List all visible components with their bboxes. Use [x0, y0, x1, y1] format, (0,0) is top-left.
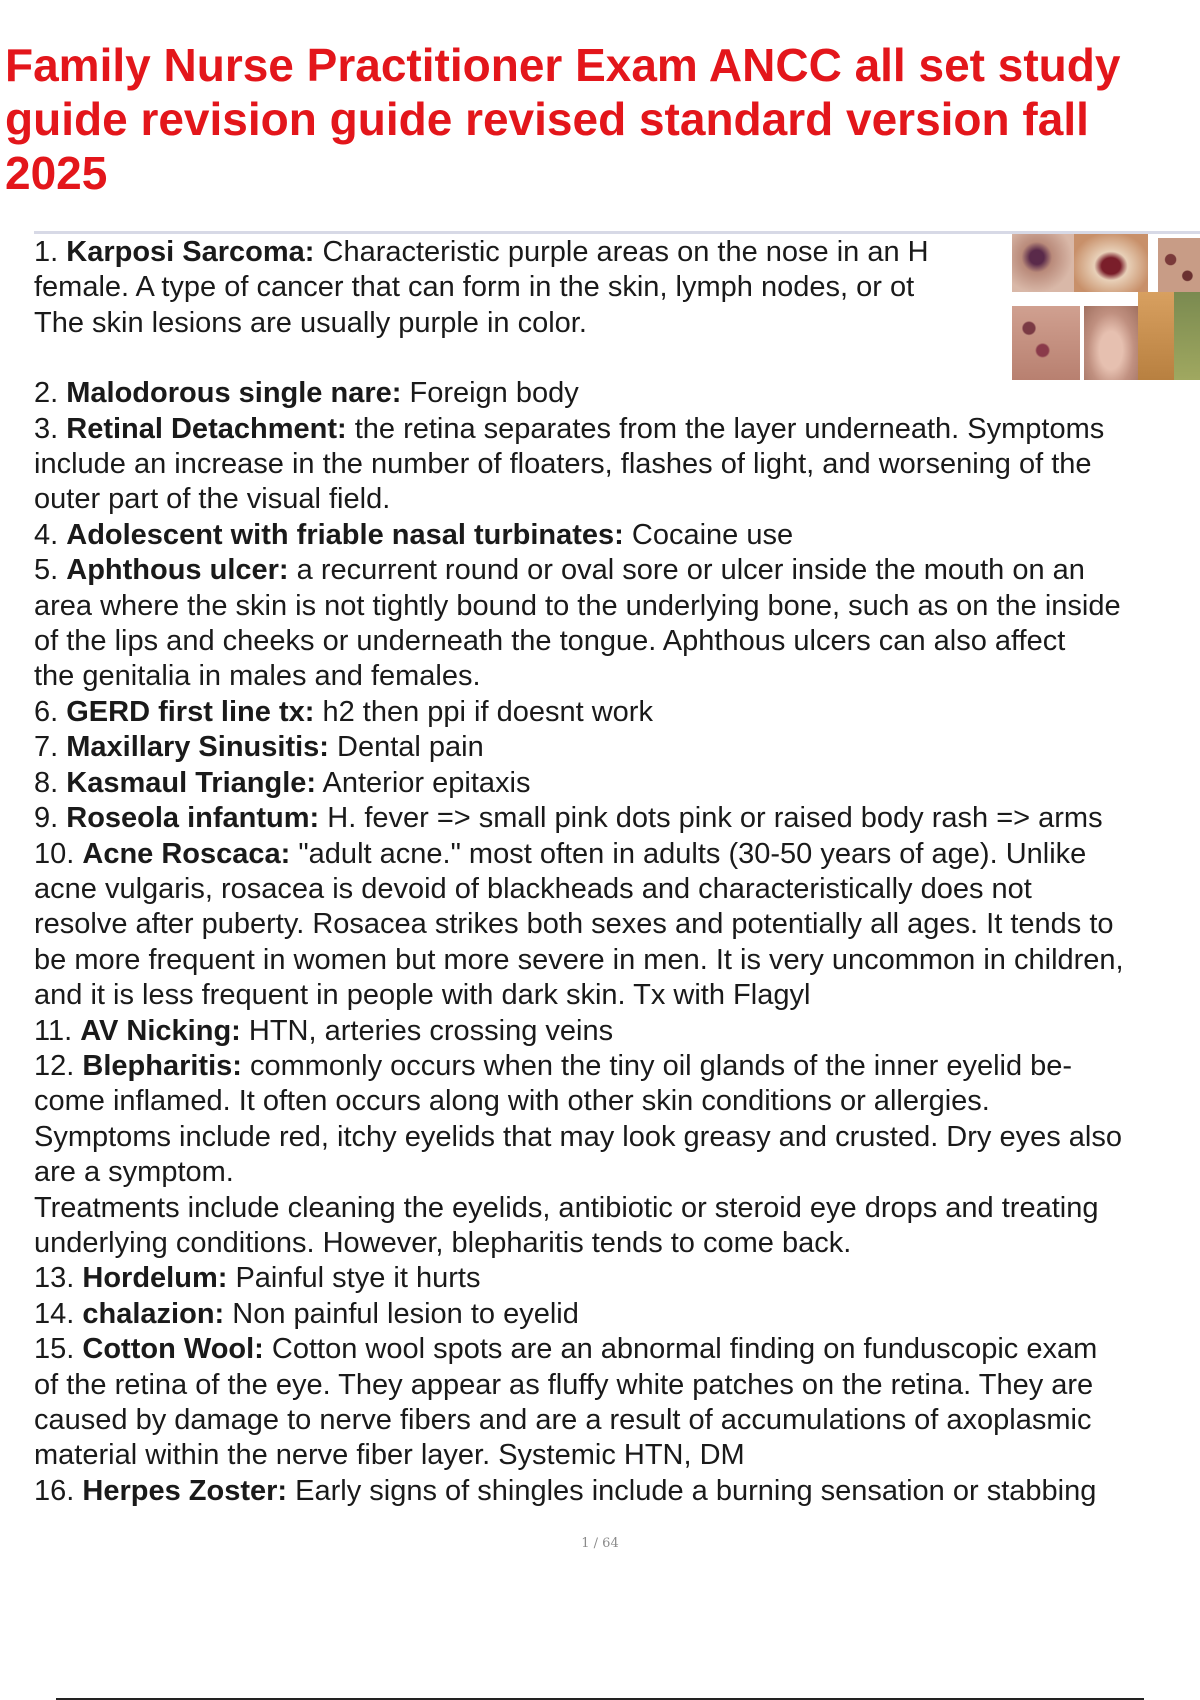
entry-text-line: "adult acne." most often in adults (30-50 years of age). Unlike — [290, 837, 1087, 870]
entry-text-line: H. fever => small pink dots pink or raised body rash => arms — [319, 802, 1103, 835]
list-item — [34, 1474, 1200, 1509]
entry-text-line: be more frequent in women but more severe in men. It is very uncommon in children, — [34, 943, 1124, 976]
entry-text-line: Treatments include cleaning the eyelids, antibiotic or steroid eye drops and treating — [34, 1191, 1099, 1224]
list-item — [34, 553, 1200, 695]
entry-number: 2. — [34, 377, 59, 410]
thumbnail-back-lesion — [1174, 292, 1200, 380]
entry-text-line: h2 then ppi if doesnt work — [314, 695, 653, 728]
entry-text-line: material within the nerve fiber layer. Systemic HTN, DM — [34, 1439, 745, 1472]
page-number: 1 / 64 — [581, 1536, 619, 1551]
entry-text-line: the retina separates from the layer underneath. Symptoms — [346, 412, 1105, 445]
entry-text-line: HTN, arteries crossing veins — [240, 1014, 614, 1047]
entry-text-line: resolve after puberty. Rosacea strikes both sexes and potentially all ages. It tends to — [34, 908, 1114, 941]
entry-text-line: underlying conditions. However, blepharitis tends to come back. — [34, 1226, 852, 1259]
list-item — [34, 412, 1200, 518]
entry-number: 8. — [34, 766, 59, 799]
entry-text-line: Anterior epitaxis — [316, 766, 531, 799]
entry-term: Maxillary Sinusitis: — [66, 731, 329, 764]
list-item — [34, 1297, 1200, 1332]
entry-term: Malodorous single nare: — [66, 377, 402, 410]
entry-text-line: Cotton wool spots are an abnormal finding on funduscopic exam — [263, 1333, 1098, 1366]
entry-text-line: the genitalia in males and females. — [34, 660, 481, 693]
entry-term: Aphthous ulcer: — [66, 554, 289, 587]
list-item — [34, 1049, 1200, 1261]
thumbnail-skin-spots — [1158, 238, 1200, 292]
entry-term: Retinal Detachment: — [66, 412, 347, 445]
entry-term: chalazion: — [82, 1297, 225, 1330]
list-item — [34, 695, 1200, 730]
entry-term: Blepharitis: — [82, 1049, 242, 1082]
entry-term: AV Nicking: — [80, 1014, 241, 1047]
entry-number: 14. — [34, 1297, 75, 1330]
entry-number: 3. — [34, 412, 59, 445]
list-item — [34, 1332, 1200, 1474]
list-item — [34, 801, 1200, 836]
entry-number: 10. — [34, 837, 75, 870]
entry-term: Roseola infantum: — [66, 802, 320, 835]
entry-text-line: Early signs of shingles include a burning sensation or stabbing — [287, 1474, 1097, 1507]
entry-term: Adolescent with friable nasal turbinates: — [66, 518, 624, 551]
entry-number: 15. — [34, 1333, 75, 1366]
document-title: Family Nurse Practitioner Exam ANCC all set study guide revision guide revised standard version fall 2025 — [5, 39, 1121, 199]
entry-text-line: a recurrent round or oval sore or ulcer inside the mouth on an — [288, 554, 1085, 587]
entry-number: 7. — [34, 731, 59, 764]
entry-text-line: and it is less frequent in people with dark skin. Tx with Flagyl — [34, 979, 811, 1012]
entry-number: 12. — [34, 1049, 75, 1082]
entry-text-line: female. A type of cancer that can form in the skin, lymph nodes, or ot — [34, 271, 915, 304]
list-item — [34, 837, 1200, 1014]
list-item — [34, 1014, 1200, 1049]
entry-text-line: acne vulgaris, rosacea is devoid of blackheads and characteristically does not — [34, 872, 1032, 905]
entry-number: 13. — [34, 1262, 75, 1295]
study-guide-list — [34, 235, 1200, 1509]
entry-number: 4. — [34, 518, 59, 551]
entry-text-line: Non painful lesion to eyelid — [224, 1297, 579, 1330]
entry-term: Kasmaul Triangle: — [66, 766, 317, 799]
entry-term: Acne Roscaca: — [82, 837, 291, 870]
entry-text-line: include an increase in the number of floaters, flashes of light, and worsening of the — [34, 448, 1092, 481]
list-item — [34, 766, 1200, 801]
entry-number: 9. — [34, 802, 59, 835]
list-item — [34, 376, 1200, 411]
entry-number: 16. — [34, 1474, 75, 1507]
entry-text-line: of the lips and cheeks or underneath the tongue. Aphthous ulcers can also affect — [34, 625, 1066, 658]
entry-term: Herpes Zoster: — [82, 1474, 288, 1507]
entry-text-line: outer part of the visual field. — [34, 483, 391, 516]
kaposi-sarcoma-image-collage — [1012, 234, 1200, 380]
entry-text-line: Foreign body — [401, 377, 579, 410]
entry-number: 1. — [34, 236, 59, 268]
entry-term: Hordelum: — [82, 1262, 228, 1295]
thumbnail-nose-lesion — [1012, 234, 1074, 292]
entry-text-line: caused by damage to nerve fibers and are a result of accumulations of axoplasmic — [34, 1404, 1092, 1436]
entry-text-line: The skin lesions are usually purple in color. — [34, 306, 587, 339]
entry-text-line: are a symptom. — [34, 1156, 234, 1189]
list-item — [34, 1261, 1200, 1296]
entry-text-line: Dental pain — [328, 731, 484, 764]
entry-number: 6. — [34, 695, 59, 728]
entry-term: GERD first line tx: — [66, 695, 315, 728]
thumbnail-mouth-lesion — [1074, 234, 1148, 292]
thumbnail-leg-lesion — [1012, 306, 1080, 380]
entry-text-line: Characteristic purple areas on the nose in an H — [314, 236, 929, 268]
entry-number: 11. — [34, 1014, 73, 1047]
entry-text-line: Painful stye it hurts — [227, 1262, 481, 1295]
entry-text-line: Symptoms include red, itchy eyelids that may look greasy and crusted. Dry eyes also — [34, 1120, 1122, 1153]
list-item — [34, 518, 1200, 553]
entry-number: 5. — [34, 554, 59, 587]
entry-text-line: come inflamed. It often occurs along with other skin conditions or allergies. — [34, 1085, 990, 1118]
entry-text-line: commonly occurs when the tiny oil glands of the inner eyelid be- — [241, 1049, 1073, 1082]
entry-text-line: of the retina of the eye. They appear as fluffy white patches on the retina. They are — [34, 1368, 1094, 1401]
thumbnail-foot-lesion — [1084, 306, 1138, 380]
thumbnail-torso-lesion — [1138, 292, 1174, 380]
entry-text-line: Cocaine use — [623, 518, 794, 551]
entry-term: Cotton Wool: — [82, 1333, 264, 1366]
entry-term: Karposi Sarcoma: — [66, 236, 315, 268]
list-item — [34, 730, 1200, 765]
entry-text-line: area where the skin is not tightly bound to the underlying bone, such as on the inside — [34, 589, 1121, 622]
